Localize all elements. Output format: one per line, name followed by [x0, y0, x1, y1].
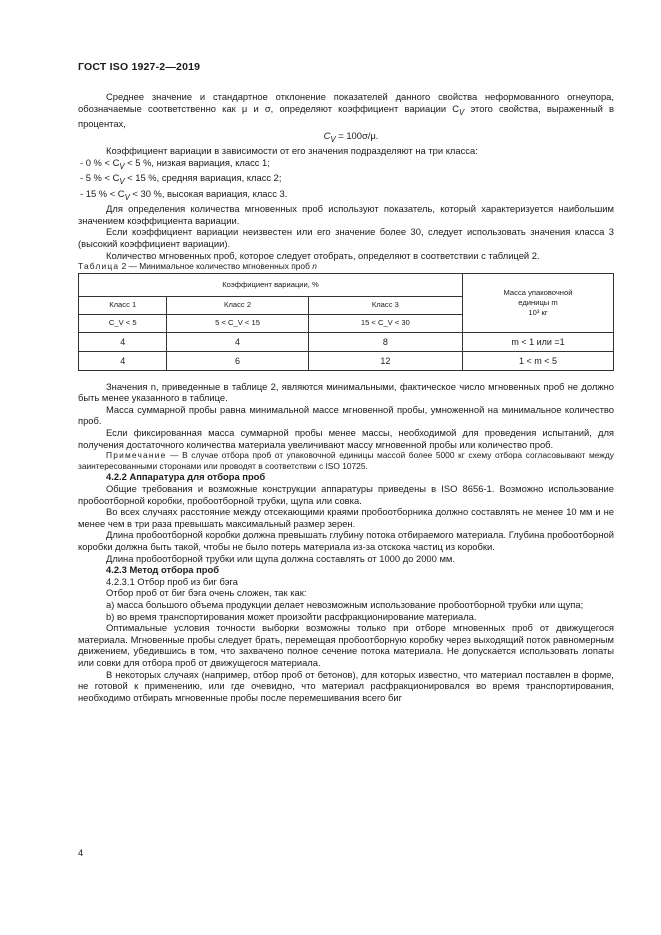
table-row: [79, 332, 614, 351]
table-cell: 4: [167, 332, 308, 351]
class-item-3: - 15 % < $C_V < 30$ %, высокая вариация, класс 3.: [80, 187, 288, 202]
table-cell: 4: [79, 351, 167, 370]
list-item-a: a) масса большого объема продукции делает невозможным использование пробоотборной трубки или щупа;: [106, 598, 584, 610]
cv-formula: $C_V = 100\sigma/\mu$.: [323, 129, 379, 144]
page-number: 4: [78, 847, 84, 858]
section-422-paragraph-3: Длина пробоотборной коробки должна превышать глубину потока отбираемого материала. Глубина пробоотборной коробки должна быть такой, чтобы не было потерь материала из-за отскока частиц из коробки.: [78, 529, 614, 552]
table-row: [79, 351, 614, 370]
page-content: [78, 91, 614, 703]
intro-paragraph-4: Если коэффициент вариации неизвестен или его значение более 30, следует использовать значения класса 3 (высокий коэффициент вариации).: [78, 226, 614, 249]
section-423-paragraph-3: В некоторых случаях (например, отбор проб от бетонов), для которых известно, что материал поставлен в форме, не готовой к применению, или где очевидно, что материал расфракционировался во время транспортирования, необходимо отбирать мгновенные пробы после перемешивания всего биг: [78, 668, 614, 703]
note: Примечание — В случае отбора проб от упаковочной единицы массой более 5000 кг схему отбора согласовывают между заинтересованными сторонами или проводят в соответствии с ISO 10725.: [78, 450, 614, 471]
after-table-paragraph-1: Значения n, приведенные в таблице 2, являются минимальными, фактическое число мгновенных проб не должно быть менее указанного в таблице.: [78, 380, 614, 404]
table-cell: 12: [308, 351, 462, 370]
class-item-1: - 0 % < $C_V < 5$ %, низкая вариация, класс 1;: [80, 156, 270, 171]
table-2-caption: Таблица 2 — Минимальное количество мгновенных проб n: [78, 261, 317, 272]
section-423-paragraph-1: Отбор проб от биг бэга очень сложен, так как:: [106, 587, 307, 599]
section-423-paragraph-2: Оптимальные условия точности выборки возможны только при отборе мгновенных проб от движущегося материала. Мгновенные пробы следует брать, перемещая пробоотборную коробку через выходящий поток равномерным движением, убедившись в том, что захвачено полное сечение потока материала. Не допускается использовать лопаты или совки для отбора проб от движущегося материала.: [78, 622, 614, 668]
intro-paragraph-5: Количество мгновенных проб, которое следует отобрать, определяют в соответствии с таблицей 2.: [106, 249, 540, 261]
after-table-paragraph-2: Масса суммарной пробы равна минимальной массе мгновенной пробы, умноженной на минимальное количество проб.: [78, 403, 614, 427]
table-mass-cell: m < 1 или =1: [463, 332, 614, 351]
table-cell: 8: [308, 332, 462, 351]
section-422-paragraph-2: Во всех случаях расстояние между отсекающими краями пробоотборника должно составлять не менее 10 мм и не менее чем в три раза превышать максимальный размер зерен.: [78, 506, 614, 529]
subsection-heading-4-2-3-1: 4.2.3.1 Отбор проб из биг бэга: [106, 575, 238, 587]
table-mass-cell: 1 < m < 5: [463, 351, 614, 370]
table-cell: 4: [79, 332, 167, 351]
table-cell: 6: [167, 351, 308, 370]
list-item-b: b) во время транспортирования может произойти расфракционирование материала.: [106, 610, 477, 622]
class-item-2: - 5 % < $C_V < 15$ %, средняя вариация, класс 2;: [80, 172, 282, 187]
section-422-paragraph-4: Длина пробоотборной трубки или щупа должна составлять от 1000 до 2000 мм.: [106, 552, 455, 564]
after-table-paragraph-3: Если фиксированная масса суммарной пробы менее массы, необходимой для проведения испытаний, для получения достаточного количества материала увеличивают массу мгновенной пробы или количество проб.: [78, 427, 614, 450]
table-class-header: Класс 3: [308, 296, 462, 314]
section-heading-4-2-3: 4.2.3 Метод отбора проб: [106, 564, 220, 576]
table-range-cell: C_V < 5: [79, 314, 167, 332]
section-422-paragraph-1: Общие требования и возможные конструкции аппаратуры приведены в ISO 8656-1. Возможно использование пробоотборной коробки, пробоотборной трубки, щупа или совка.: [78, 483, 614, 506]
standard-header: ГОСТ ISO 1927-2—2019: [78, 61, 201, 73]
intro-paragraph-2: Коэффициент вариации в зависимости от его значения подразделяют на три класса:: [106, 145, 478, 157]
section-heading-4-2-2: 4.2.2 Аппаратура для отбора проб: [106, 471, 266, 483]
table-2: [78, 273, 614, 371]
table-group-header: Коэффициент вариации, %: [79, 273, 463, 296]
table-range-cell: 15 < C_V < 30: [308, 314, 462, 332]
table-mass-header: Масса упаковочной единицы m 10³ кг: [463, 273, 614, 332]
intro-paragraph-3: Для определения количества мгновенных проб используют показатель, который характеризуется наибольшим значением коэффициента вариации.: [78, 203, 614, 226]
table-range-cell: 5 < C_V < 15: [167, 314, 308, 332]
table-class-header: Класс 2: [167, 296, 308, 314]
intro-paragraph-1: Среднее значение и стандартное отклонение показателей данного свойства неформованного огнеупора, обозначаемые соответственно как μ и σ, определяют коэффициент вариации $C_V$ этого свойства, выраженный в процентах,: [78, 91, 614, 130]
table-class-header: Класс 1: [79, 296, 167, 314]
